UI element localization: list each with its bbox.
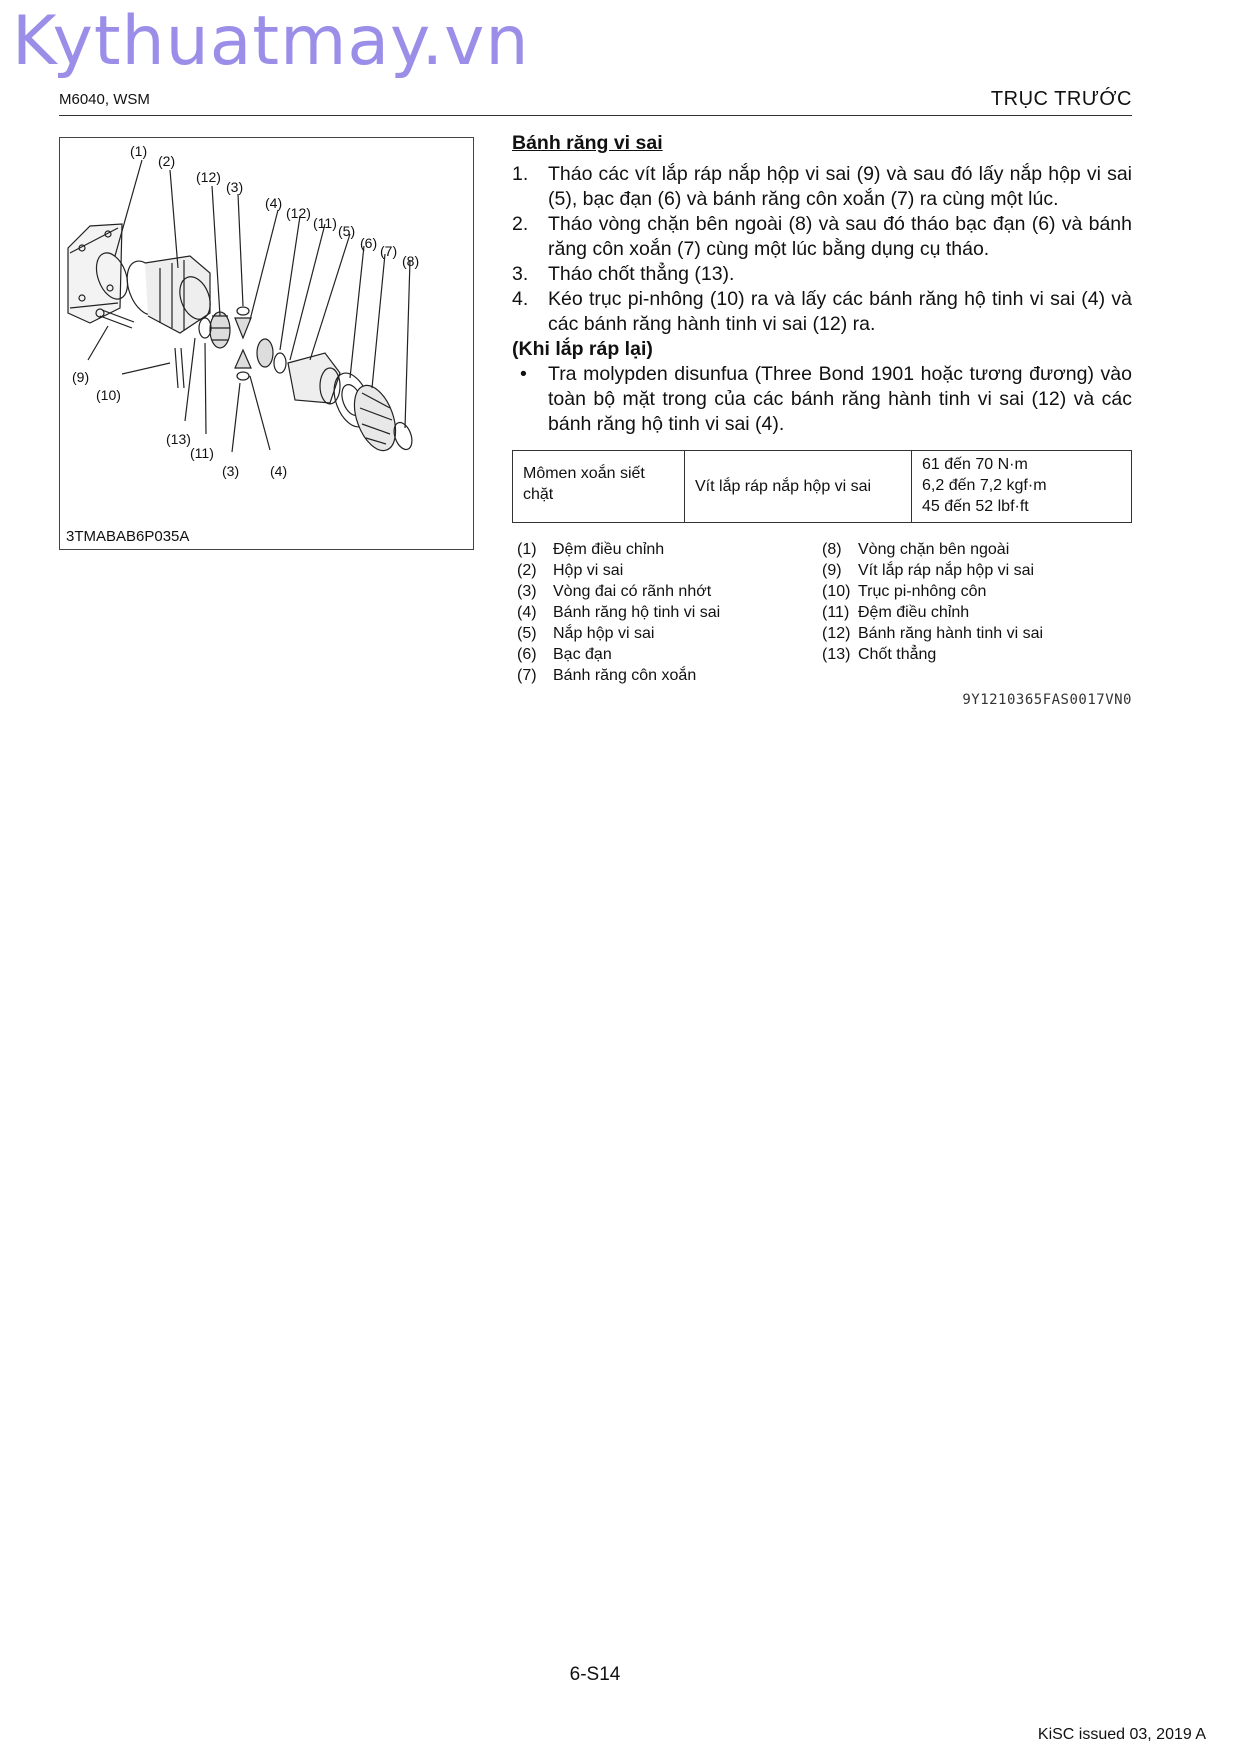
legend-num: (13) [822, 646, 851, 663]
step-text: Tháo chốt thẳng (13). [548, 263, 735, 285]
legend-name: Hộp vi sai [553, 562, 624, 579]
torque-value-kgfm: 6,2 đến 7,2 kgf·m [922, 477, 1047, 494]
reference-code: 9Y1210365FAS0017VN0 [962, 692, 1132, 708]
step-text: Kéo trục pi-nhông (10) ra và lấy các bánh răng hộ tinh vi sai (4) và các bánh răng hành tinh vi sai (12) ra. [548, 288, 1132, 335]
legend-item [517, 581, 822, 602]
header-divider [59, 115, 1132, 116]
legend-item [822, 644, 1127, 665]
section-title: Bánh răng vi sai [512, 132, 663, 154]
step-item [512, 287, 1132, 337]
callout-3b: (3) [222, 463, 240, 479]
callout-7: (7) [380, 243, 398, 259]
legend-name: Trục pi-nhông côn [858, 583, 987, 600]
callout-5: (5) [338, 223, 356, 239]
legend-item [822, 581, 1127, 602]
torque-value-nm: 61 đến 70 N·m [922, 456, 1028, 473]
step-item [512, 162, 1132, 212]
legend-num: (11) [822, 604, 850, 621]
legend-num: (7) [517, 667, 537, 684]
callout-4b: (4) [270, 463, 288, 479]
legend-item [517, 602, 822, 623]
reassembly-note [512, 362, 1132, 437]
legend-item [822, 560, 1127, 581]
legend-item [517, 560, 822, 581]
issue-note: KiSC issued 03, 2019 A [1037, 1726, 1206, 1743]
differential-exploded-drawing [60, 138, 475, 551]
torque-value-lbfft: 45 đến 52 lbf·ft [922, 498, 1029, 515]
callout-10: (10) [96, 387, 121, 403]
callout-11: (11) [313, 215, 337, 231]
legend-num: (1) [517, 541, 537, 558]
legend-num: (4) [517, 604, 537, 621]
callout-12: (12) [196, 169, 221, 185]
legend-item [517, 644, 822, 665]
step-text: Tháo vòng chặn bên ngoài (8) và sau đó tháo bạc đạn (6) và bánh răng côn xoắn (7) cùng một lúc bằng dụng cụ tháo. [548, 213, 1132, 260]
step-text: Tháo các vít lắp ráp nắp hộp vi sai (9) và sau đó lấy nắp hộp vi sai (5), bạc đạn (6) và bánh răng côn xoắn (7) ra cùng một lúc. [548, 163, 1132, 210]
legend-name: Đệm điều chỉnh [858, 604, 970, 621]
legend-name: Vòng chặn bên ngoài [858, 541, 1010, 558]
torque-label: Mômen xoắn siết chặt [513, 451, 685, 522]
callout-2: (2) [158, 153, 176, 169]
callout-6: (6) [360, 235, 378, 251]
bullet-icon: • [520, 363, 527, 385]
step-item [512, 212, 1132, 262]
legend-item [517, 539, 822, 560]
reassembly-text: Tra molypden disunfua (Three Bond 1901 hoặc tương đương) vào toàn bộ mặt trong của các bánh răng hành tinh vi sai (12) và các bánh răng hộ tinh vi sai (4). [548, 363, 1132, 435]
torque-item: Vít lắp ráp nắp hộp vi sai [685, 451, 912, 522]
torque-table [512, 450, 1132, 523]
legend-item [822, 539, 1127, 560]
step-number: 1. [512, 163, 529, 185]
legend-name: Chốt thẳng [858, 646, 937, 663]
callout-8: (8) [402, 253, 420, 269]
callout-4: (4) [265, 195, 283, 211]
legend-num: (5) [517, 625, 537, 642]
step-number: 3. [512, 263, 529, 285]
parts-legend-left [517, 539, 822, 686]
legend-name: Vòng đai có rãnh nhớt [553, 583, 712, 600]
legend-name: Đệm điều chỉnh [553, 541, 665, 558]
legend-item [517, 623, 822, 644]
figure-code: 3TMABAB6P035A [66, 528, 190, 545]
page-number: 6-S14 [569, 1664, 621, 1685]
legend-name: Bánh răng côn xoắn [553, 667, 697, 684]
legend-item [822, 602, 1127, 623]
header-section: TRỤC TRƯỚC [990, 88, 1132, 110]
step-list [512, 162, 1132, 337]
legend-num: (9) [822, 562, 842, 579]
step-number: 4. [512, 288, 529, 310]
legend-name: Bánh răng hộ tinh vi sai [553, 604, 721, 621]
legend-num: (12) [822, 625, 851, 642]
legend-num: (2) [517, 562, 537, 579]
legend-num: (3) [517, 583, 537, 600]
callout-12b: (12) [286, 205, 311, 221]
procedure-section [512, 131, 1132, 437]
parts-legend-right [822, 539, 1127, 686]
legend-item [517, 665, 822, 686]
legend-item [822, 623, 1127, 644]
callout-13: (13) [166, 431, 191, 447]
reassembly-heading: (Khi lắp ráp lại) [512, 338, 653, 360]
legend-num: (8) [822, 541, 842, 558]
torque-values [912, 451, 1131, 522]
legend-name: Bạc đạn [553, 646, 612, 663]
step-item [512, 262, 1132, 287]
legend-num: (10) [822, 583, 851, 600]
legend-name: Bánh răng hành tinh vi sai [858, 625, 1044, 642]
watermark: Kythuatmay.vn [12, 2, 530, 81]
parts-legend [517, 539, 1127, 686]
exploded-view-figure [59, 137, 474, 550]
legend-name: Vít lắp ráp nắp hộp vi sai [858, 562, 1035, 579]
legend-num: (6) [517, 646, 537, 663]
callout-3: (3) [226, 179, 244, 195]
callout-11b: (11) [190, 445, 214, 461]
callout-9: (9) [72, 369, 90, 385]
header-model: M6040, WSM [59, 91, 150, 108]
legend-name: Nắp hộp vi sai [553, 625, 655, 642]
step-number: 2. [512, 213, 529, 235]
callout-1: (1) [130, 143, 148, 159]
